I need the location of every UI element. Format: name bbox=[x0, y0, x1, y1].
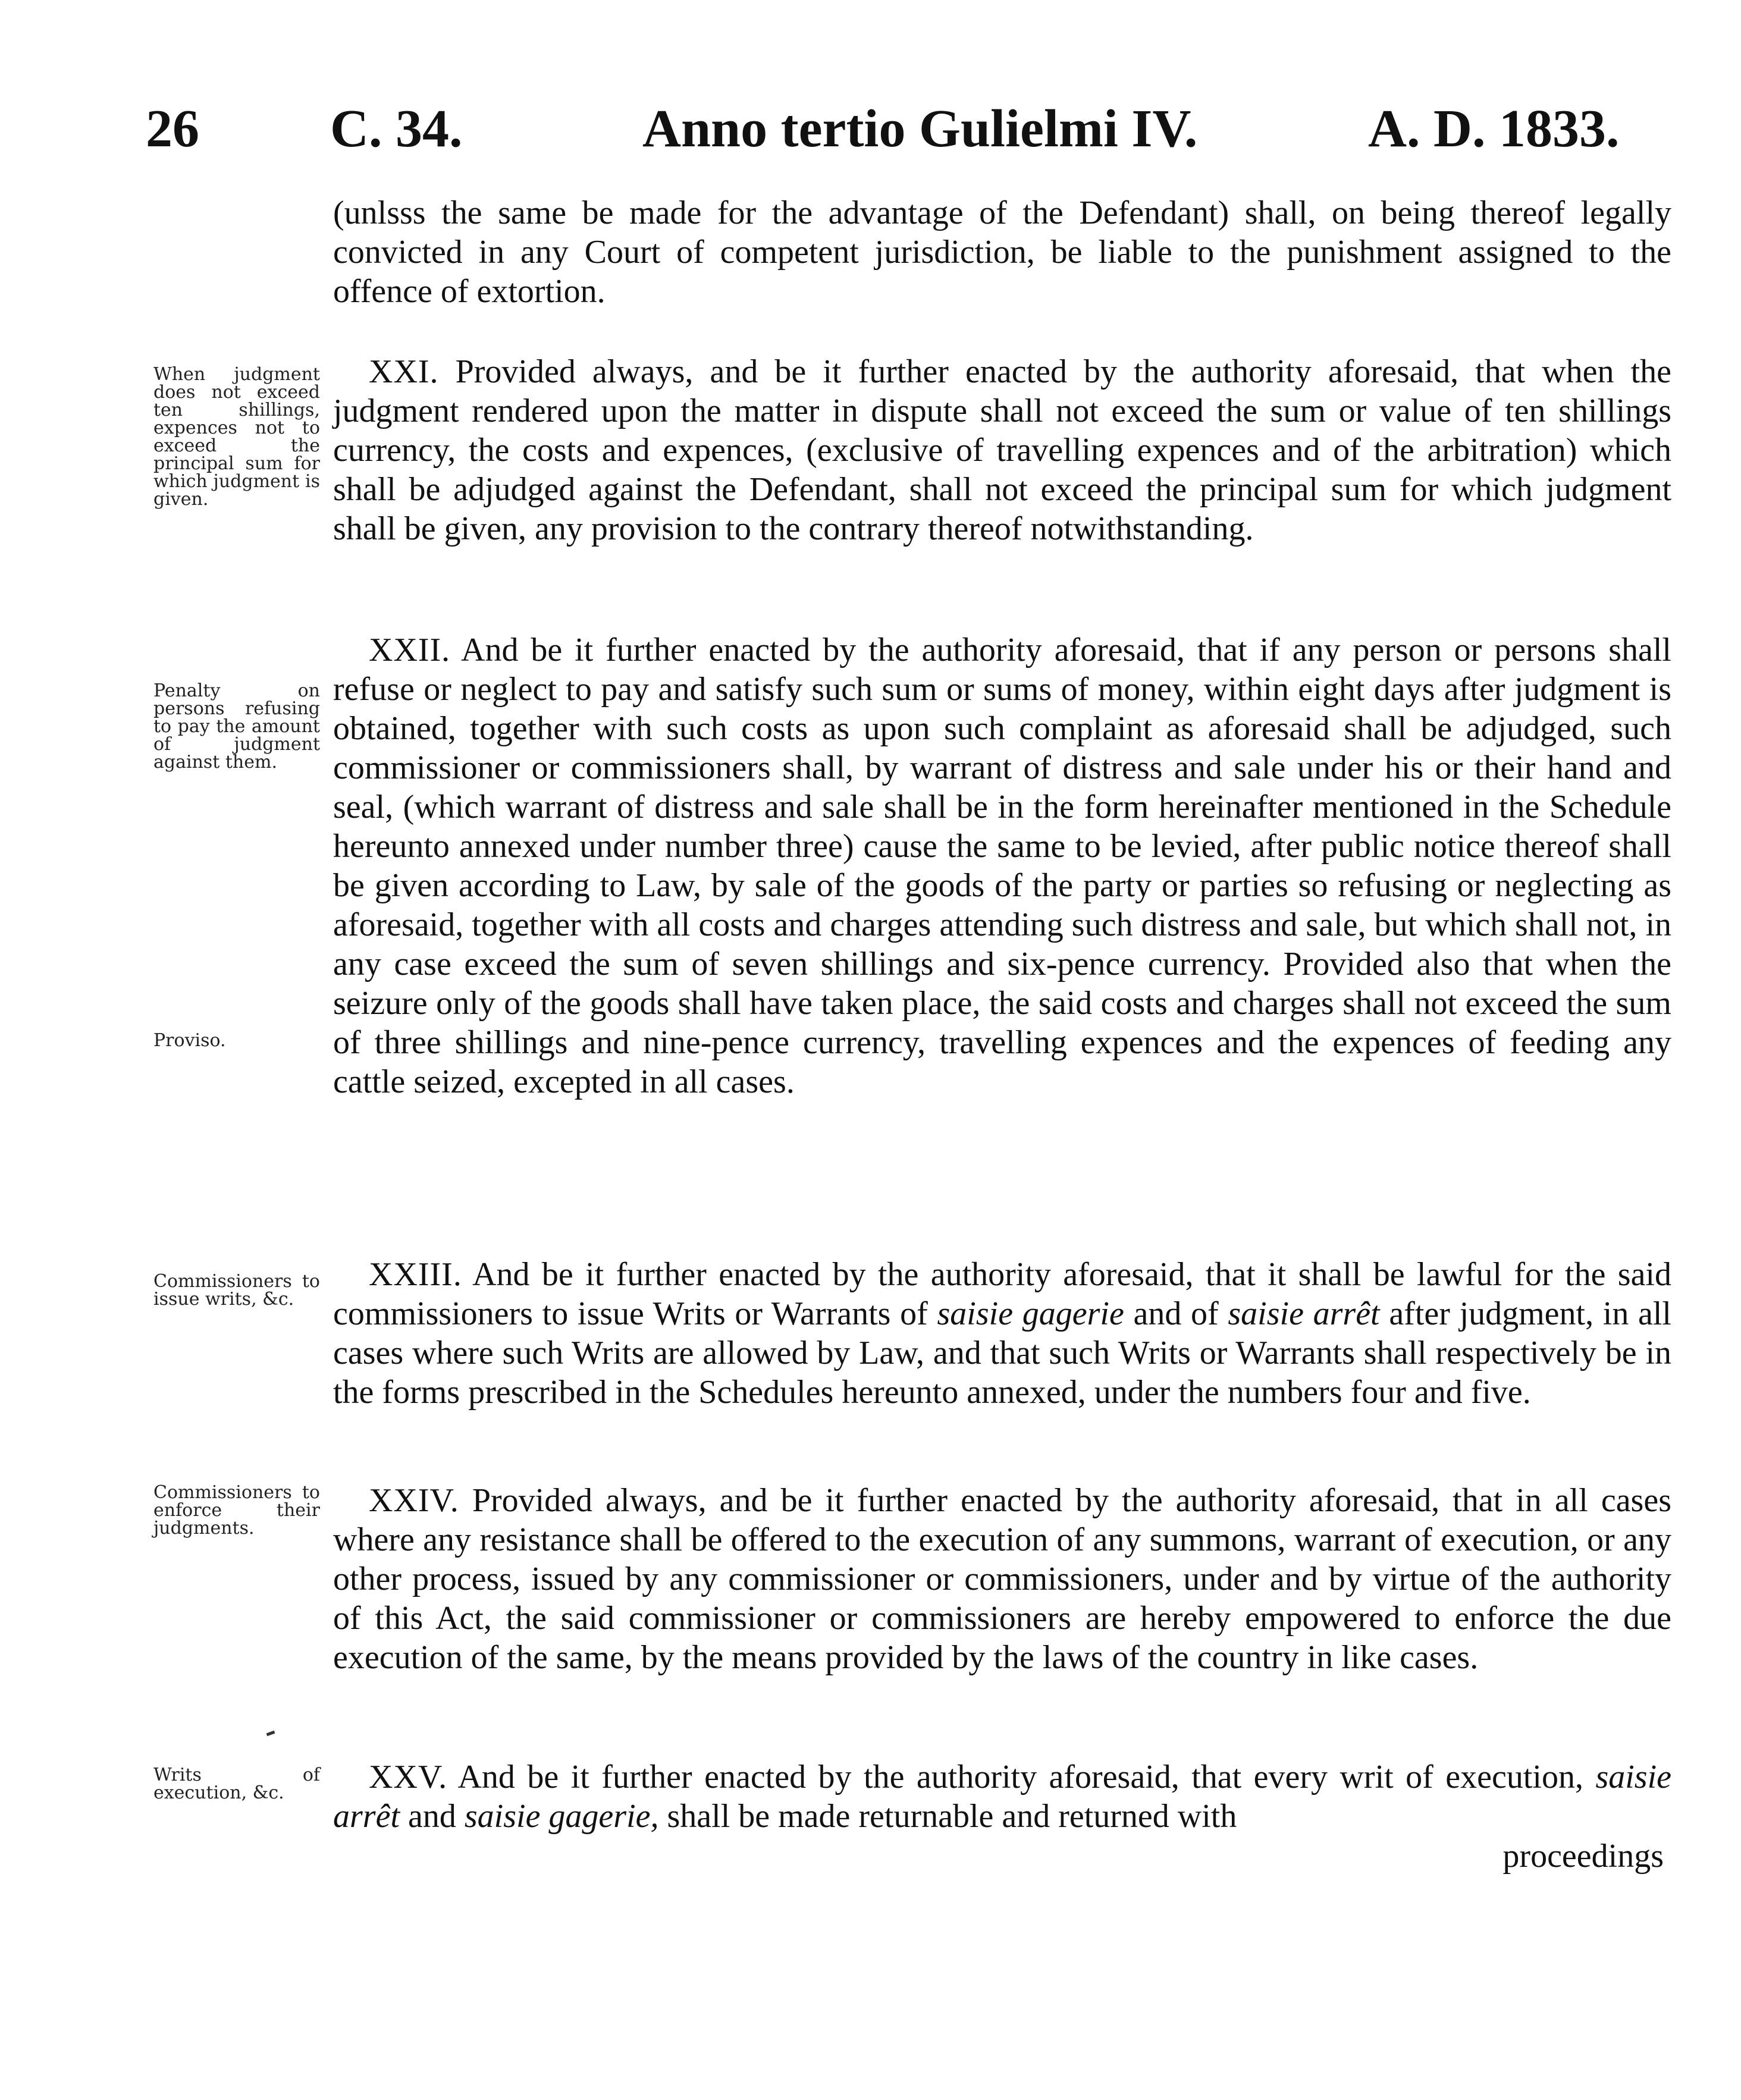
continuation-text: (unlsss the same be made for the advantage of the Defendant) shall, on being thereof legally convicted in any Court of competent jurisdiction, be liable to the punishment assigned to the offence of extortion. bbox=[333, 194, 1671, 310]
year: A. D. 1833. bbox=[1368, 99, 1620, 158]
marginal-note-xxii: Penalty on persons refusing to pay the amount of judgment against them. bbox=[153, 680, 320, 773]
section-proviso-text-xxii: Provided also that when the seizure only of the goods shall have taken place, the said costs and charges shall not exceed the sum of three shillings and nine-pence currency, travelling expences and the expences of feeding any cattle seized, excepted in all cases. bbox=[333, 946, 1671, 1100]
stray-mark bbox=[266, 1731, 275, 1736]
section-text-xxii: And be it further enacted by the authority aforesaid, that if any person or persons shall refuse or neglect to pay and satisfy such sum or sums of money, within eight days after judgment is obtained, together with such costs as upon such complaint as aforesaid shall be adjudged, such commissioner or commissioners shall, by warrant of distress and sale under his or their hand and seal, (which warrant of distress and sale shall be in the form hereinafter mentioned in the Schedule hereunto annexed under number three) cause the same to be levied, after public notice thereof shall be given according to Law, by sale of the goods of the party or parties so refusing or neglecting as aforesaid, together with all costs and charges attending such distress and sale, but which shall not, in any case exceed the sum of seven shillings and six-pence currency. bbox=[333, 632, 1671, 982]
section-xxiii bbox=[333, 1255, 1671, 1412]
marginal-note-xxi: When judgment does not exceed ten shillings, expences not to exceed the principal sum for which judgment is given. bbox=[153, 364, 320, 510]
section-text-xxi: Provided always, and be it further enacted by the authority aforesaid, that when the judgment rendered upon the matter in dispute shall not exceed the sum or value of ten shillings currency, the costs and expences, (exclusive of travelling expences and of the arbitration) which shall be adjudged against the Defendant, shall not exceed the principal sum for which judgment shall be given, any provision to the contrary thereof notwithstanding. bbox=[333, 353, 1671, 547]
section-xxv bbox=[333, 1757, 1671, 1836]
marginal-note-xxv: Writs of execution, &c. bbox=[153, 1765, 320, 1803]
marginal-note-proviso: Proviso. bbox=[153, 1030, 226, 1051]
running-header bbox=[146, 98, 1680, 164]
catchword: proceedings bbox=[1502, 1838, 1664, 1875]
section-text-xxv-b: and bbox=[408, 1798, 456, 1835]
section-text-xxv-c: shall be made returnable and returned with bbox=[667, 1798, 1237, 1835]
section-number-xxiv: XXIV. bbox=[369, 1482, 459, 1519]
section-xxi bbox=[333, 352, 1671, 548]
term-saisie-gagerie-xxv: saisie gagerie, bbox=[464, 1798, 659, 1835]
act-title: Anno tertio Gulielmi IV. bbox=[642, 99, 1198, 158]
section-number-xxi: XXI. bbox=[369, 353, 439, 390]
marginal-note-xxiii: Commissioners to issue writs, &c. bbox=[153, 1271, 320, 1310]
chapter-number: C. 34. bbox=[330, 99, 463, 158]
section-number-xxii: XXII. bbox=[369, 632, 451, 668]
section-text-xxv-a: And be it further enacted by the authority aforesaid, that every writ of execution, bbox=[457, 1759, 1583, 1795]
section-number-xxv: XXV. bbox=[369, 1759, 448, 1795]
page-number: 26 bbox=[146, 99, 199, 158]
section-text-xxiv: Provided always, and be it further enacted by the authority aforesaid, that in all cases where any resistance shall be offered to the execution of any summons, warrant of execution, or any other process, issued by any commissioner or commissioners, under and by virtue of the authority of this Act, the said commissioner or commissioners are hereby empowered to enforce the due execution of the same, by the means provided by the laws of the country in like cases. bbox=[333, 1482, 1672, 1676]
section-text-xxiii-b: and of bbox=[1133, 1295, 1219, 1332]
term-saisie-gagerie: saisie gagerie bbox=[937, 1295, 1124, 1332]
term-saisie-arret-xxv: saisie arrêt bbox=[333, 1759, 1671, 1835]
section-xxiv bbox=[333, 1481, 1671, 1677]
marginal-note-xxiv: Commissioners to enforce their judgments. bbox=[153, 1482, 320, 1539]
section-text-xxiii-a: And be it further enacted by the authority aforesaid, that it shall be lawful for the said commissioners to issue Writs or Warrants of bbox=[333, 1256, 1671, 1332]
section-number-xxiii: XXIII. bbox=[369, 1256, 462, 1293]
section-xxii bbox=[333, 630, 1671, 1101]
section-text-xxiii-c: after judgment, in all cases where such Writs are allowed by Law, and that such Writs or Warrants shall respectively be in the forms prescribed in the Schedules hereunto annexed, under the numbers four and five. bbox=[333, 1295, 1671, 1411]
continuation-paragraph bbox=[333, 193, 1671, 311]
term-saisie-arret: saisie arrêt bbox=[1228, 1295, 1380, 1332]
